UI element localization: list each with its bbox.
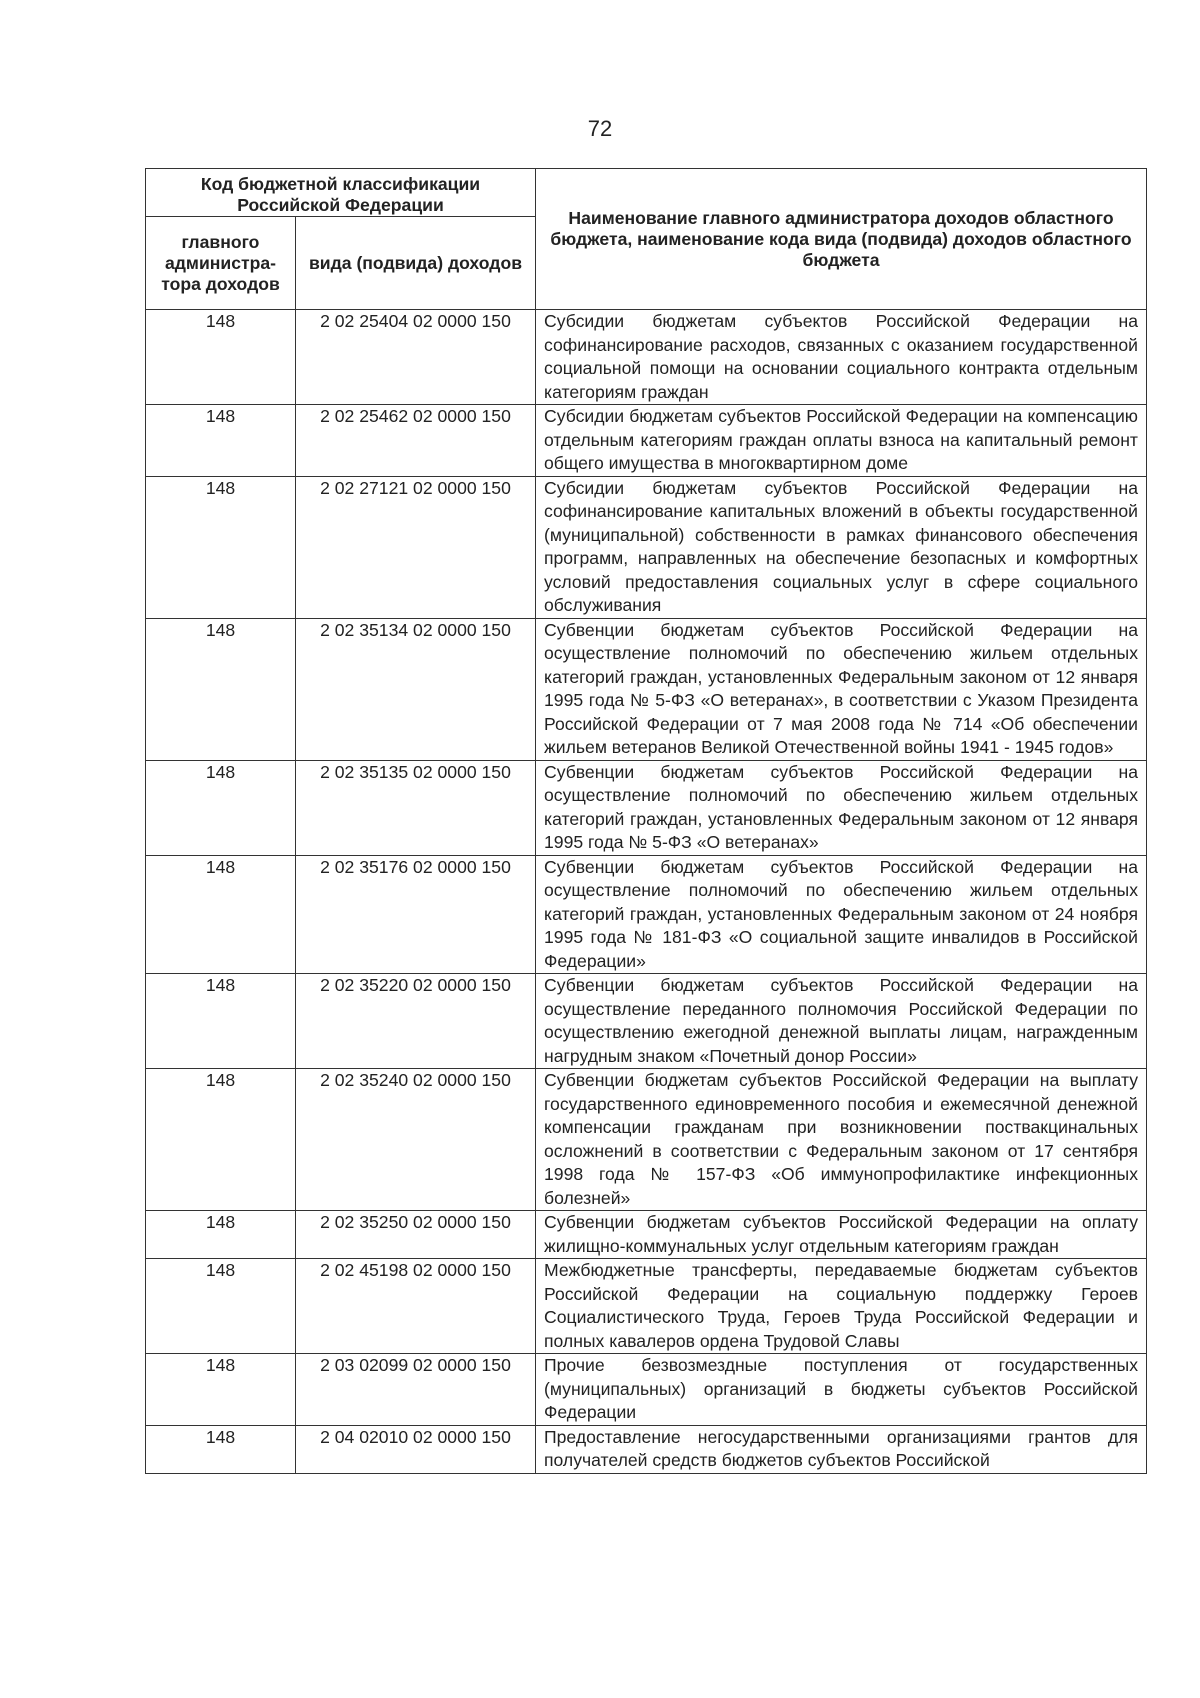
revenue-name-cell: Субвенции бюджетам субъектов Российской Федерации на осуществление переданного полномочия Российской Федерации по осуществлению ежегодной денежной выплаты лицам, награжденным нагрудным знаком «Почетный донор России» xyxy=(536,974,1147,1069)
revenue-name-cell: Субсидии бюджетам субъектов Российской Федерации на софинансирование капитальных вложений в объекты государственной (муниципальной) собственности в рамках финансового обеспечения программ, направленных на обеспечение безопасных и комфортных условий предоставления социальных услуг в сфере социального обслуживания xyxy=(536,476,1147,618)
revenue-name-cell: Субвенции бюджетам субъектов Российской Федерации на осуществление полномочий по обеспечению жильем отдельных категорий граждан, установленных Федеральным законом от 12 января 1995 года № 5-ФЗ «О ветеранах» xyxy=(536,760,1147,855)
header-admin-code: главного администра-тора доходов xyxy=(146,217,296,310)
revenue-name-text: Предоставление негосударственными организациями грантов для получателей средств бюджетов субъектов Российской xyxy=(544,1426,1138,1470)
revenue-code-cell: 2 02 27121 02 0000 150 xyxy=(296,476,536,618)
table-header xyxy=(146,169,1147,310)
admin-code-cell: 148 xyxy=(146,405,296,477)
table-row xyxy=(146,760,1147,855)
revenue-name-cell: Субвенции бюджетам субъектов Российской Федерации на выплату государственного единовременного пособия и ежемесячной денежной компенсации гражданам при возникновении поствакцинальных осложнений в соответствии с Федеральным законом от 17 сентября 1998 года № 157-ФЗ «Об иммунопрофилактике инфекционных болезней» xyxy=(536,1069,1147,1211)
revenue-code-cell: 2 02 35135 02 0000 150 xyxy=(296,760,536,855)
admin-code-cell: 148 xyxy=(146,760,296,855)
admin-code-cell: 148 xyxy=(146,1354,296,1426)
table-row xyxy=(146,1259,1147,1354)
header-revenue-kind: вида (подвида) доходов xyxy=(296,217,536,310)
admin-code-cell: 148 xyxy=(146,1425,296,1473)
revenue-code-cell: 2 02 35240 02 0000 150 xyxy=(296,1069,536,1211)
table-row xyxy=(146,1425,1147,1473)
revenue-name-cell xyxy=(536,1425,1147,1473)
revenue-code-cell: 2 02 25462 02 0000 150 xyxy=(296,405,536,477)
revenue-code-cell: 2 02 45198 02 0000 150 xyxy=(296,1259,536,1354)
header-classification-code: Код бюджетной классификации Российской Федерации xyxy=(146,169,536,217)
table-row xyxy=(146,855,1147,974)
revenue-code-cell: 2 02 35176 02 0000 150 xyxy=(296,855,536,974)
revenue-name-cell: Субвенции бюджетам субъектов Российской Федерации на осуществление полномочий по обеспечению жильем отдельных категорий граждан, установленных Федеральным законом от 24 ноября 1995 года № 181-ФЗ «О социальной защите инвалидов в Российской Федерации» xyxy=(536,855,1147,974)
admin-code-cell: 148 xyxy=(146,310,296,405)
table-body xyxy=(146,310,1147,1474)
revenue-code-cell: 2 04 02010 02 0000 150 xyxy=(296,1425,536,1473)
page-number: 72 xyxy=(587,116,613,141)
revenue-name-cell: Субвенции бюджетам субъектов Российской Федерации на осуществление полномочий по обеспечению жильем отдельных категорий граждан, установленных Федеральным законом от 12 января 1995 года № 5-ФЗ «О ветеранах», в соответствии с Указом Президента Российской Федерации от 7 мая 2008 года № 714 «Об обеспечении жильем ветеранов Великой Отечественной войны 1941 - 1945 годов» xyxy=(536,618,1147,760)
revenue-name-cell: Субсидии бюджетам субъектов Российской Федерации на компенсацию отдельным категориям граждан оплаты взноса на капитальный ремонт общего имущества в многоквартирном доме xyxy=(536,405,1147,477)
admin-code-cell: 148 xyxy=(146,476,296,618)
revenue-classification-table xyxy=(145,168,1147,1474)
table-row xyxy=(146,310,1147,405)
revenue-code-cell: 2 02 35250 02 0000 150 xyxy=(296,1211,536,1259)
revenue-name-cell: Межбюджетные трансферты, передаваемые бюджетам субъектов Российской Федерации на социальную поддержку Героев Социалистического Труда, Героев Труда Российской Федерации и полных кавалеров ордена Трудовой Славы xyxy=(536,1259,1147,1354)
table-row xyxy=(146,1069,1147,1211)
revenue-name-cell: Субвенции бюджетам субъектов Российской Федерации на оплату жилищно-коммунальных услуг отдельным категориям граждан xyxy=(536,1211,1147,1259)
revenue-code-cell: 2 03 02099 02 0000 150 xyxy=(296,1354,536,1426)
table-row xyxy=(146,618,1147,760)
table-row xyxy=(146,1354,1147,1426)
revenue-code-cell: 2 02 35220 02 0000 150 xyxy=(296,974,536,1069)
admin-code-cell: 148 xyxy=(146,855,296,974)
admin-code-cell: 148 xyxy=(146,974,296,1069)
revenue-code-cell: 2 02 25404 02 0000 150 xyxy=(296,310,536,405)
admin-code-cell: 148 xyxy=(146,1211,296,1259)
admin-code-cell: 148 xyxy=(146,1259,296,1354)
table-row xyxy=(146,476,1147,618)
revenue-code-cell: 2 02 35134 02 0000 150 xyxy=(296,618,536,760)
header-administrator-name: Наименование главного администратора доходов областного бюджета, наименование кода вида (подвида) доходов областного бюджета xyxy=(536,169,1147,310)
revenue-name-cell: Прочие безвозмездные поступления от государственных (муниципальных) организаций в бюджеты субъектов Российской Федерации xyxy=(536,1354,1147,1426)
table-row xyxy=(146,1211,1147,1259)
table-row xyxy=(146,405,1147,477)
table-row xyxy=(146,974,1147,1069)
admin-code-cell: 148 xyxy=(146,1069,296,1211)
admin-code-cell: 148 xyxy=(146,618,296,760)
revenue-name-cell: Субсидии бюджетам субъектов Российской Федерации на софинансирование расходов, связанных с оказанием государственной социальной помощи на основании социального контракта отдельным категориям граждан xyxy=(536,310,1147,405)
